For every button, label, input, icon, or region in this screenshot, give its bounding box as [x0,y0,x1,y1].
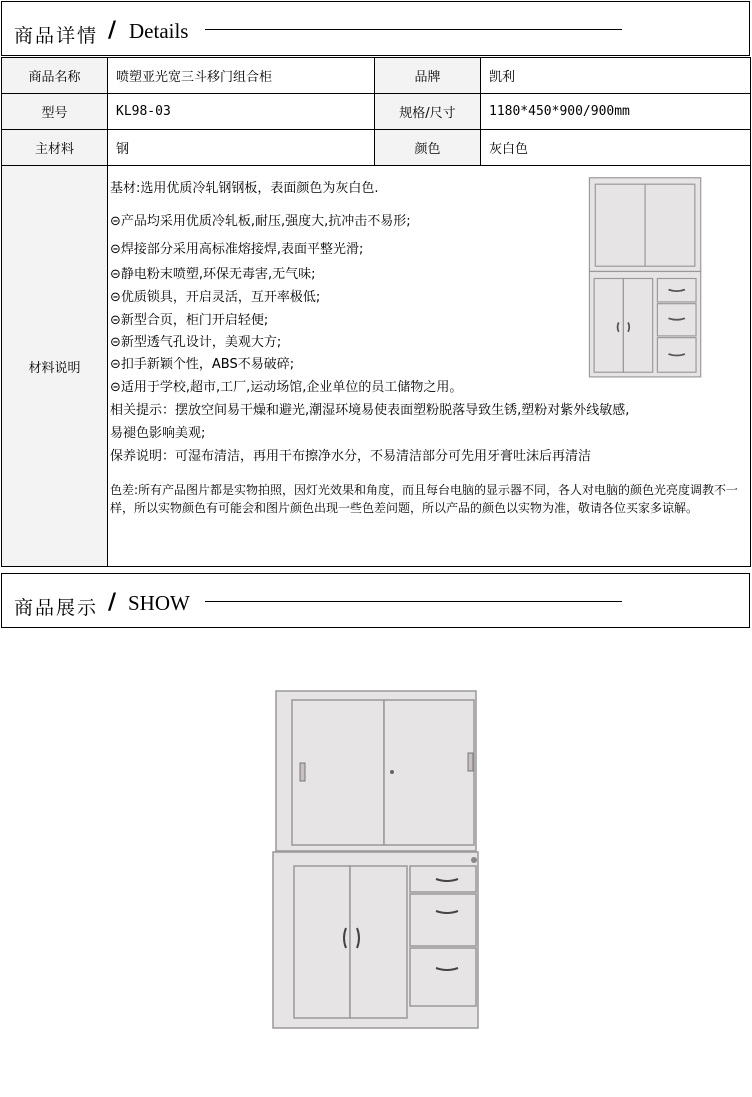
feature-line: ⊝静电粉末喷塑,环保无毒害,无气味; [110,267,316,282]
door-handle-right [468,753,473,771]
table-row [2,166,751,567]
feature-line: ⊝新型透气孔设计，美观大方; [110,335,282,350]
drawer-lock [471,857,477,863]
details-title-en: Details [129,19,189,43]
color-label: 颜色 [375,130,481,166]
size-value: 1180*450*900/900mm [481,94,751,130]
header-rule [205,29,622,30]
show-title-cn: 商品展示 [14,597,99,619]
spec-table [1,57,751,567]
feature-line: ⊝新型合页，柜门开启轻便; [110,313,269,328]
details-title-cn: 商品详情 [14,25,99,47]
intro-text: 基材:选用优质冷轧钢钢板，表面颜色为灰白色. [110,181,379,196]
feature-line: ⊝扣手新颖个性，ABS不易破碎; [110,357,295,372]
header-slash: / [108,18,117,43]
cabinet-thumbnail [583,176,713,381]
show-title-en: SHOW [128,591,190,615]
color-note: 色差:所有产品图片都是实物拍照，因灯光效果和角度，而且每台电脑的显示器不同，各人对电脑的颜色光亮度调教不一样，所以实物颜色有可能会和图片颜色出现一些色差问题，所以产品的颜色以实物为准，敬请各位买家多谅解。 [110,483,739,515]
door-handle-left [300,763,305,781]
name-label: 商品名称 [2,58,108,94]
details-header [1,1,750,56]
table-row [2,58,751,94]
description-cell [108,166,751,567]
cabinet-product-image [270,688,485,1033]
table-row [2,130,751,166]
header-rule [205,601,622,602]
color-value: 灰白色 [481,130,751,166]
feature-line: ⊝产品均采用优质冷轧板,耐压,强度大,抗冲击不易形; [110,214,411,229]
header-slash: / [108,590,117,615]
brand-label: 品牌 [375,58,481,94]
door-lock [390,770,394,774]
tip-line-1: 相关提示：摆放空间易干燥和避光,潮湿环境易使表面塑粉脱落导致生锈,塑粉对紫外线敏感, [110,403,630,418]
model-label: 型号 [2,94,108,130]
feature-line: ⊝优质锁具，开启灵活，互开率极低; [110,290,321,305]
material-label: 主材料 [2,130,108,166]
material-value: 钢 [108,130,375,166]
maintenance-text: 保养说明：可湿布清洁，再用干布擦净水分，不易清洁部分可先用牙膏吐沫后再清洁 [110,449,592,464]
table-row [2,94,751,130]
description-label: 材料说明 [2,166,108,567]
tip-line-2: 易褪色影响美观; [110,426,206,441]
size-label: 规格/尺寸 [375,94,481,130]
model-value: KL98-03 [108,94,375,130]
show-header [1,573,750,628]
feature-line: ⊝焊接部分采用高标准熔接焊,表面平整光滑; [110,242,364,257]
feature-line: ⊝适用于学校,超市,工厂,运动场馆,企业单位的员工储物之用。 [110,380,463,395]
name-value: 喷塑亚光宽三斗移门组合柜 [108,58,375,94]
brand-value: 凯利 [481,58,751,94]
